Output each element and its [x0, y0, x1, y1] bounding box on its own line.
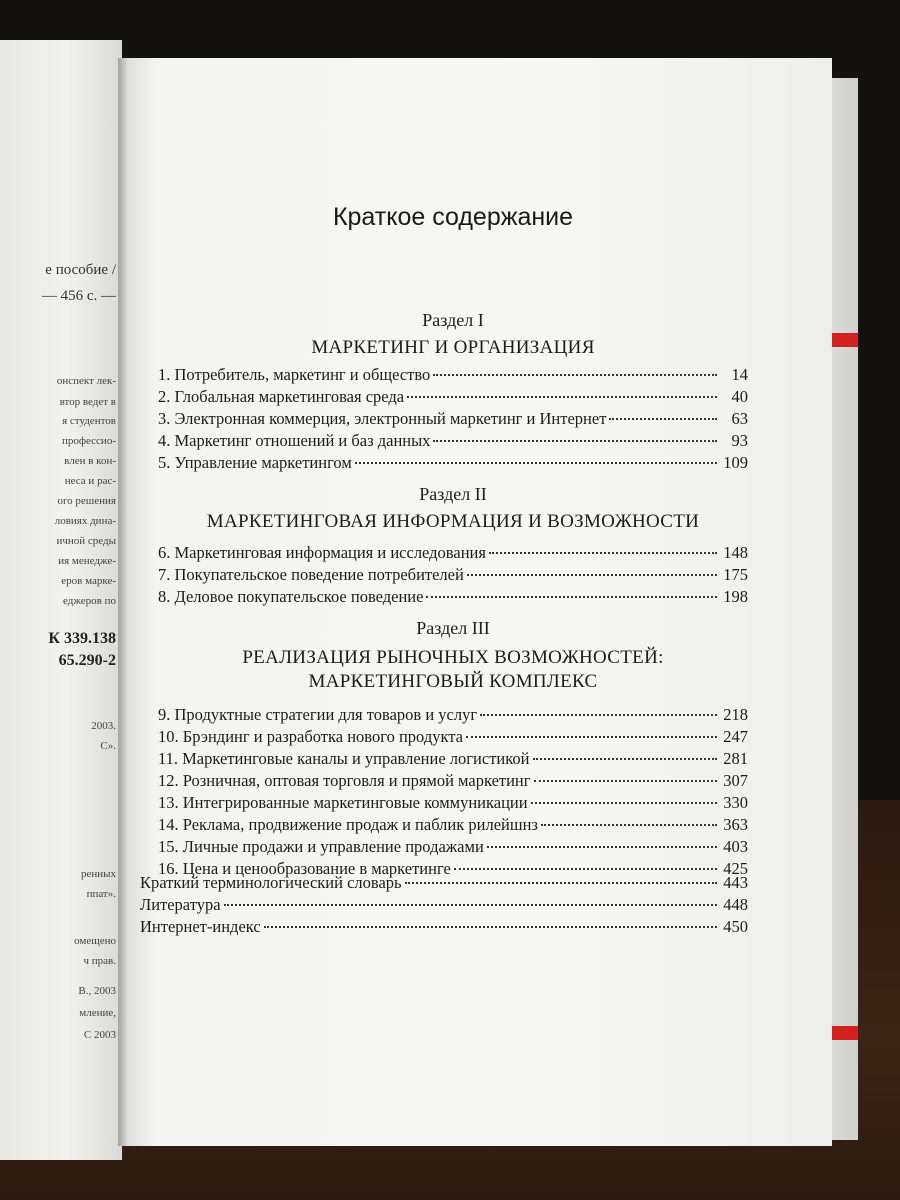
toc-entry-title: 1. Потребитель, маркетинг и общество: [158, 365, 431, 384]
toc-entry-page: 148: [723, 543, 748, 562]
left-page-fragment: ого решения: [57, 495, 116, 507]
toc-entry-title: 12. Розничная, оптовая торговля и прямой маркетинг: [158, 771, 531, 790]
toc-entry-page: 363: [723, 815, 748, 834]
left-page-fragment: ичной среды: [56, 535, 116, 547]
toc-entry-title: 16. Цена и ценообразование в маркетинге: [158, 859, 451, 878]
toc-entry-title: Интернет-индекс: [140, 917, 261, 936]
toc-entry[interactable]: [158, 386, 748, 408]
toc-entry-title: 3. Электронная коммерция, электронный маркетинг и Интернет: [158, 409, 607, 428]
toc-entry-title: 15. Личные продажи и управление продажами: [158, 837, 484, 856]
toc-entry-title: 10. Брэндинг и разработка нового продукта: [158, 727, 463, 746]
toc-entry-title: 7. Покупательское поведение потребителей: [158, 565, 464, 584]
right-page: [120, 58, 832, 1146]
toc-entry-title: Литература: [140, 895, 221, 914]
toc-entry-page: 307: [723, 771, 748, 790]
page-title: Краткое содержание: [332, 203, 574, 231]
dot-leader: [433, 374, 717, 376]
toc-list: [158, 364, 748, 474]
section-label: Раздел II: [419, 484, 487, 504]
left-page-fragment: ппат».: [86, 888, 116, 900]
left-page-fragment: В., 2003: [78, 985, 116, 997]
left-page-fragment: еров марке-: [61, 575, 116, 587]
dot-leader: [531, 802, 717, 804]
toc-entry-title: 4. Маркетинг отношений и баз данных: [158, 431, 431, 450]
toc-entry-title: 2. Глобальная маркетинговая среда: [158, 387, 405, 406]
dot-leader: [355, 462, 717, 464]
toc-entry[interactable]: [158, 452, 748, 474]
toc-entry-page: 63: [731, 409, 748, 428]
left-page-fragment: омещено: [74, 935, 116, 947]
left-page-fragment: я студентов: [62, 415, 116, 427]
section-label: Раздел I: [422, 310, 484, 330]
dot-leader: [407, 396, 717, 398]
toc-entry[interactable]: [158, 748, 748, 770]
toc-entry-page: 448: [723, 895, 748, 914]
left-page-fragment: ренных: [80, 868, 116, 880]
toc-entry[interactable]: [158, 542, 748, 564]
left-page-fragment: 2003.: [91, 720, 116, 732]
dot-leader: [609, 418, 717, 420]
section-title-line: МАРКЕТИНГ И ОРГАНИЗАЦИЯ: [311, 337, 595, 358]
left-page-fragment: еджеров по: [62, 595, 116, 607]
toc-entry-title: 9. Продуктные стратегии для товаров и услуг: [158, 705, 478, 724]
dot-leader: [224, 904, 717, 906]
toc-entry[interactable]: [158, 770, 748, 792]
toc-entry[interactable]: [158, 836, 748, 858]
dot-leader: [466, 736, 717, 738]
toc-entry-title: 8. Деловое покупательское поведение: [158, 587, 424, 606]
dot-leader: [264, 926, 717, 928]
dot-leader: [533, 758, 718, 760]
toc-entry-page: 330: [723, 793, 748, 812]
section-title-line: МАРКЕТИНГОВЫЙ КОМПЛЕКС: [308, 671, 598, 692]
toc-entry-page: 175: [723, 565, 748, 584]
section-title-line: РЕАЛИЗАЦИЯ РЫНОЧНЫХ ВОЗМОЖНОСТЕЙ:: [242, 647, 664, 668]
section-title: [158, 336, 748, 360]
toc-entry[interactable]: [158, 704, 748, 726]
section-label: Раздел III: [416, 618, 490, 638]
left-page-fragment: втор ведет в: [59, 396, 116, 408]
section-title: [158, 510, 748, 534]
toc-entry-title: 6. Маркетинговая информация и исследования: [158, 543, 486, 562]
toc-entry-page: 198: [723, 587, 748, 606]
section-title-line: МАРКЕТИНГОВАЯ ИНФОРМАЦИЯ И ВОЗМОЖНОСТИ: [206, 511, 700, 532]
left-page-fragment: ловиях дина-: [54, 515, 116, 527]
dot-leader: [405, 882, 717, 884]
left-page-fragment: С 2003: [83, 1029, 116, 1041]
left-page-fragment: С».: [100, 740, 116, 752]
left-page-fragment: ч прав.: [83, 955, 116, 967]
toc-entry[interactable]: [158, 364, 748, 386]
dot-leader: [534, 780, 717, 782]
toc-entry[interactable]: [158, 726, 748, 748]
dot-leader: [487, 846, 717, 848]
toc-entry-page: 443: [723, 873, 748, 892]
dot-leader: [426, 596, 717, 598]
toc-entry-title: 5. Управление маркетингом: [158, 453, 352, 472]
dot-leader: [467, 574, 717, 576]
toc-entry-title: Краткий терминологический словарь: [140, 873, 402, 892]
toc-entry[interactable]: [158, 586, 748, 608]
left-page: [0, 40, 122, 1160]
back-matter-list: [140, 872, 748, 938]
dot-leader: [433, 440, 717, 442]
left-page-fragment: К 339.138: [48, 630, 116, 647]
left-page-fragment: онспект лек-: [56, 375, 116, 387]
toc-entry[interactable]: [140, 872, 748, 894]
toc-entry-page: 14: [731, 365, 748, 384]
toc-entry-page: 247: [723, 727, 748, 746]
toc-entry[interactable]: [140, 894, 748, 916]
left-page-fragment: ия менедже-: [58, 555, 116, 567]
toc-entry[interactable]: [158, 430, 748, 452]
left-page-fragment: неса и рас-: [64, 475, 116, 487]
toc-entry-page: 109: [723, 453, 748, 472]
dot-leader: [454, 868, 717, 870]
toc-entry-title: 11. Маркетинговые каналы и управление логистикой: [158, 749, 530, 768]
toc-list: [158, 704, 748, 880]
toc-entry[interactable]: [158, 792, 748, 814]
left-page-fragment: 65.290-2: [58, 652, 116, 669]
toc-entry[interactable]: [158, 814, 748, 836]
page-gutter-shadow: [118, 58, 128, 1146]
dot-leader: [541, 824, 717, 826]
toc-entry[interactable]: [158, 564, 748, 586]
dot-leader: [480, 714, 717, 716]
left-page-fragment: влен в кон-: [64, 455, 116, 467]
left-page-fragment: мление,: [79, 1007, 116, 1019]
toc-entry[interactable]: [140, 916, 748, 938]
toc-entry-page: 425: [723, 859, 748, 878]
toc-entry-page: 450: [723, 917, 748, 936]
left-page-fragment: профессио-: [62, 435, 116, 447]
dot-leader: [489, 552, 717, 554]
toc-list: [158, 542, 748, 608]
toc-entry-page: 403: [723, 837, 748, 856]
toc-entry-title: 13. Интегрированные маркетинговые коммуникации: [158, 793, 528, 812]
toc-entry[interactable]: [158, 408, 748, 430]
toc-entry-page: 218: [723, 705, 748, 724]
toc-entry-page: 93: [731, 431, 748, 450]
toc-entry-page: 40: [731, 387, 748, 406]
left-page-fragment: е пособие /: [45, 262, 116, 278]
toc-entry-page: 281: [723, 749, 748, 768]
toc-entry-title: 14. Реклама, продвижение продаж и паблик рилейшнз: [158, 815, 538, 834]
left-page-fragment: — 456 с. —: [41, 288, 116, 304]
section-title: [158, 646, 748, 694]
